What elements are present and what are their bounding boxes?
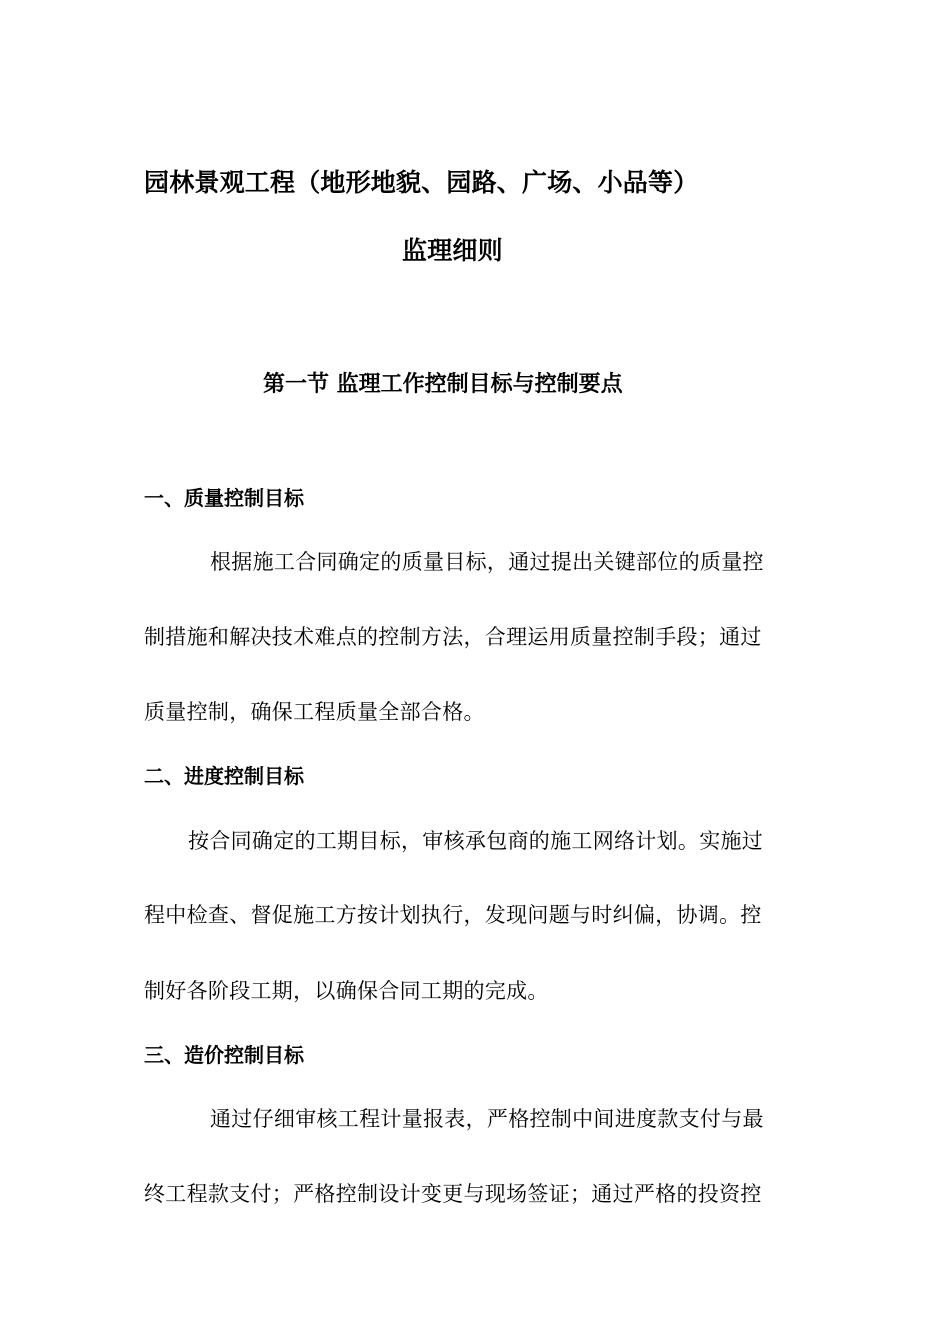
heading-quality-control: 一、质量控制目标 [144, 486, 304, 510]
document-title-line-1: 园林景观工程（地形地貌、园路、广场、小品等） [144, 168, 699, 197]
paragraph-quality-line-2: 制措施和解决技术难点的控制方法，合理运用质量控制手段；通过 [144, 625, 762, 649]
paragraph-quality-line-1: 根据施工合同确定的质量目标，通过提出关键部位的质量控 [210, 550, 764, 574]
paragraph-schedule-line-3: 制好各阶段工期，以确保合同工期的完成。 [144, 979, 549, 1003]
paragraph-cost-line-2: 终工程款支付；严格控制设计变更与现场签证；通过严格的投资控 [144, 1182, 762, 1206]
heading-cost-control: 三、造价控制目标 [144, 1043, 304, 1067]
paragraph-cost-line-1: 通过仔细审核工程计量报表，严格控制中间进度款支付与最 [210, 1107, 764, 1131]
paragraph-schedule-line-1: 按合同确定的工期目标，审核承包商的施工网络计划。实施过 [188, 829, 764, 853]
paragraph-quality-line-3: 质量控制，确保工程质量全部合格。 [144, 700, 485, 724]
paragraph-schedule-line-2: 程中检查、督促施工方按计划执行，发现问题与时纠偏，协调。控 [144, 903, 762, 927]
section-title: 第一节 监理工作控制目标与控制要点 [263, 372, 623, 397]
heading-schedule-control: 二、进度控制目标 [144, 764, 304, 788]
document-title-line-2: 监理细则 [402, 236, 503, 265]
